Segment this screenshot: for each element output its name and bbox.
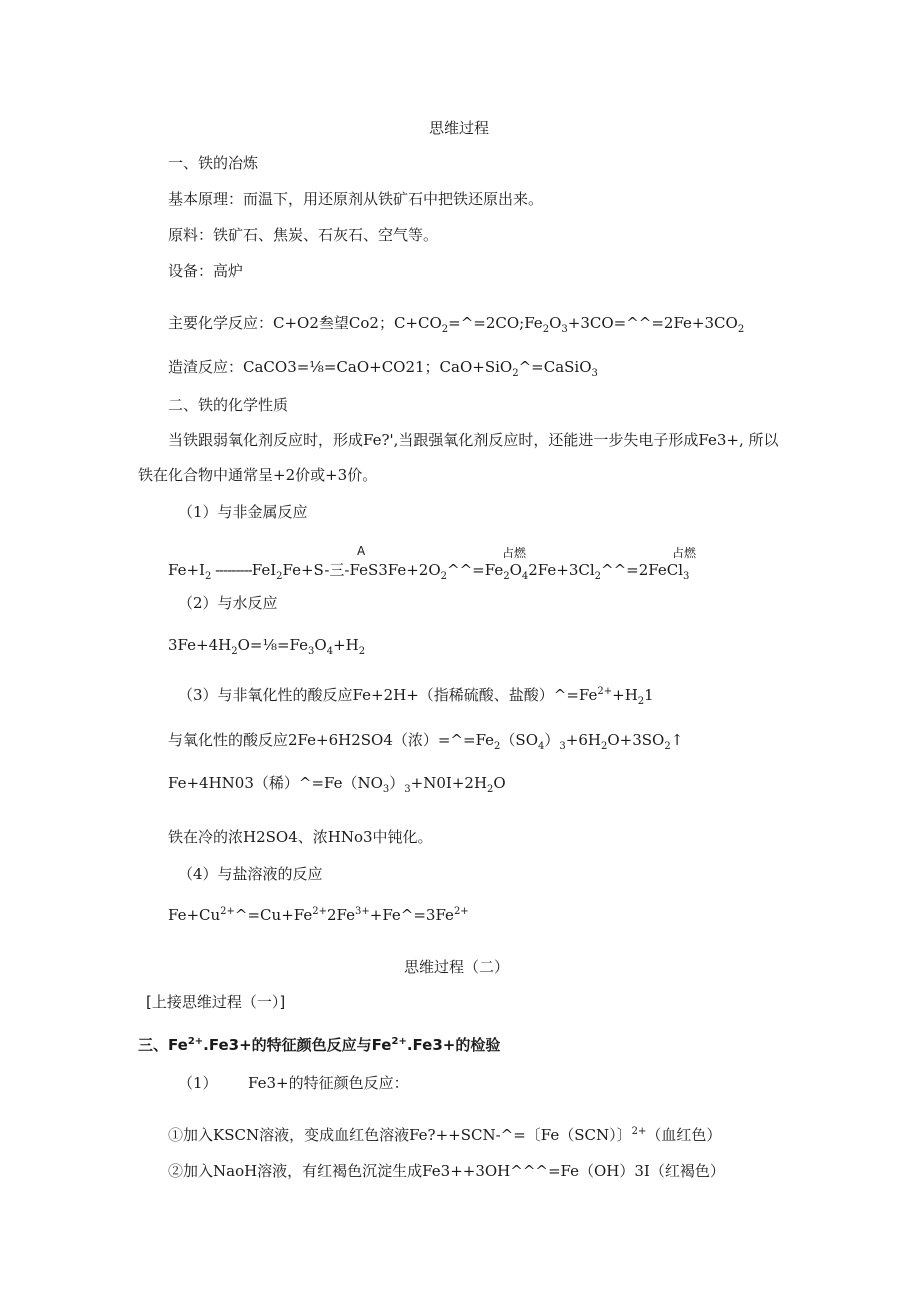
slag-reaction: 造渣反应：CaCO3=⅛=CaO+CO21；CaO+SiO$_2$^=CaSiO$_3$	[168, 358, 598, 379]
sub-heading-fe3-color: （1）	[178, 1074, 218, 1092]
condition-ignite-2: 占燃	[672, 546, 697, 560]
page-title-2: 思维过程（二）	[404, 958, 510, 976]
water-equation: $3Fe+4H_2O=\frac{1}{8}=Fe_3O_4+H_2$	[168, 636, 366, 657]
section-1-heading: 一、铁的冶炼	[168, 154, 259, 172]
nonmetal-equations: $Fe+I_2$ ---------FeI$_2$Fe+S-三$-FeS3Fe+2O_2\^{}\^{}=Fe_2O_42Fe+3Cl_2\^{}\^{}=2FeCl_3$	[168, 561, 690, 582]
raw-materials: 原料：铁矿石、焦炭、石灰石、空气等。	[168, 226, 439, 244]
continuation-note: [上接思维过程（一）]	[146, 993, 286, 1011]
passivation-note: 铁在冷的浓H2SO4、浓HNo3中钝化。	[168, 828, 433, 846]
page-title: 思维过程	[429, 119, 490, 137]
section-2-para-1: 当铁跟弱氧化剂反应时，形成Fe?',当跟强氧化剂反应时，还能进一步失电子形成Fe3+, 所以	[168, 431, 779, 449]
oxidizing-acid-reaction: 与氧化性的酸反应2Fe+6H2SO4（浓）$=\^{}=Fe_2(SO_4)_3+6H_2O+3SO_2↑$	[168, 731, 684, 752]
basic-principle: 基本原理：而温下，用还原剂从铁矿石中把铁还原出来。	[168, 190, 544, 208]
nitric-acid-reaction: Fe+4HN03（稀）$\^{}=Fe(NO_3)_3+N0I+2H_2O$	[168, 774, 506, 795]
section-3-heading: 三、$Fe^{2+}.Fe3+$的特征颜色反应与$Fe^{2+}.Fe3+$的检验	[138, 1036, 501, 1054]
nonoxidizing-acid-reaction: （3）与非氧化性的酸反应Fe+2H+（指稀硫酸、盐酸）$\^{}=Fe^{2+}+H_21$	[178, 686, 654, 707]
sub-heading-water: （2）与水反应	[178, 594, 278, 612]
condition-ignite-1: 占燃	[502, 546, 527, 560]
salt-equations: $Fe+Cu^{2+}\^{}=Cu+Fe^{2+}2Fe^{3+}+Fe\^{}=3Fe^{2+}$	[168, 906, 469, 924]
equipment: 设备：高炉	[168, 262, 244, 280]
main-reaction: 主要化学反应：C+O2叁望Co2；$C+CO_2=\^{}=2CO;Fe_2O_3+3CO=\^{}\^{}=2Fe+3CO_2$	[168, 314, 745, 335]
naoh-test: ②加入NaoH溶液，有红褐色沉淀生成Fe3++3OH^^^=Fe（OH）3I（红褐色）	[168, 1162, 725, 1180]
kscn-test: ①加入KSCN溶液，变成血红色溶液Fe?++SCN-^=〔Fe（SCN）〕$^{2+}$（血红色）	[168, 1126, 722, 1144]
sub-heading-salt: （4）与盐溶液的反应	[178, 865, 323, 883]
sub-heading-nonmetal: （1）与非金属反应	[178, 503, 308, 521]
section-2-para-2: 铁在化合物中通常呈+2价或+3价。	[138, 466, 378, 484]
sub-heading-fe3-color-text: Fe3+的特征颜色反应：	[248, 1074, 409, 1092]
condition-heat: A	[357, 544, 366, 558]
section-2-heading: 二、铁的化学性质	[168, 396, 289, 414]
